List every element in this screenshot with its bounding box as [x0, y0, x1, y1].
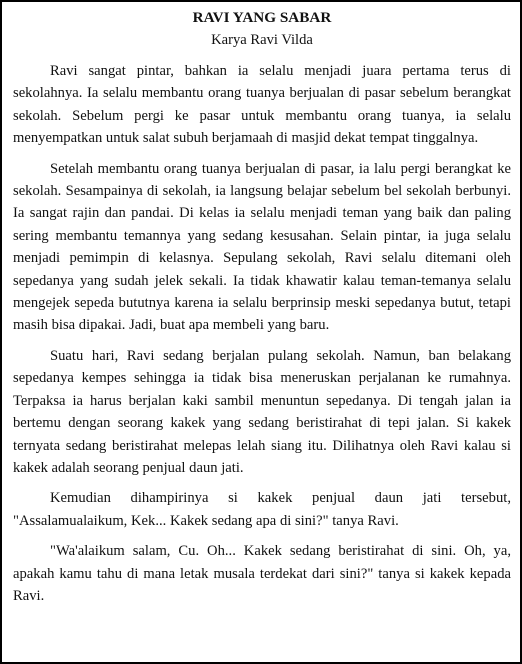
paragraph: Setelah membantu orang tuanya berjualan di pasar, ia lalu pergi berangkat ke sekolah. Sesampainya di sekolah, ia langsung belajar sebelum bel sekolah berbunyi. Ia sangat rajin dan pandai. Di kelas ia selalu menjadi teman yang baik dan paling sering membantu temannya yang sedang kesusahan. Selain pintar, ia juga selalu menjadi pemimpin di kelasnya. Sepulang sekolah, Ravi selalu ditemani oleh sepedanya yang sudah jelek sekali. Ia tidak khawatir kalau teman-temanya selalu mengejek sepeda butut​nya karena ia selalu berprinsip meski sepedanya butut, tetapi masih bisa dipakai. Jadi, buat apa membeli yang baru.	[13, 160, 511, 334]
story-author: Karya Ravi Vilda	[211, 32, 313, 48]
story-title: RAVI YANG SABAR	[192, 9, 332, 26]
paragraph: Ravi sangat pintar, bahkan ia selalu menjadi juara pertama terus di sekolahnya. Ia selalu membantu orang tuanya berjualan di pasar sebelum berangkat sekolah. Sebelum pergi ke pasar untuk membantu orang tuanya, ia selalu menyempatkan untuk salat subuh berjamaah di masjid dekat tempat tinggalnya.	[13, 63, 511, 147]
paragraph: Kemudian dihampirinya si kakek penjual daun jati tersebut, "Assalamualaikum, Kek... Kakek sedang apa di sini?" tanya Ravi.	[13, 490, 511, 529]
paragraph: "Wa'alaikum salam, Cu. Oh... Kakek sedang beristirahat di sini. Oh, ya, apakah kamu tahu di mana letak musala terdekat dari sini?" tanya si kakek kepada Ravi.	[13, 543, 511, 604]
paragraph: Suatu hari, Ravi sedang berjalan pulang sekolah. Namun, ban belakang sepedanya kempes sehingga ia tidak bisa meneruskan perjalanan ke rumahnya. Terpaksa ia harus berjalan kaki sambil menuntun sepedanya. Di tengah jalan ia bertemu dengan seorang kakek yang sedang beristirahat di tepi jalan. Si kakek ternyata sedang beristirahat melepas lelah siang itu. Dilihatnya oleh Ravi kalau si kakek adalah seorang penjual daun jati.	[13, 347, 511, 476]
